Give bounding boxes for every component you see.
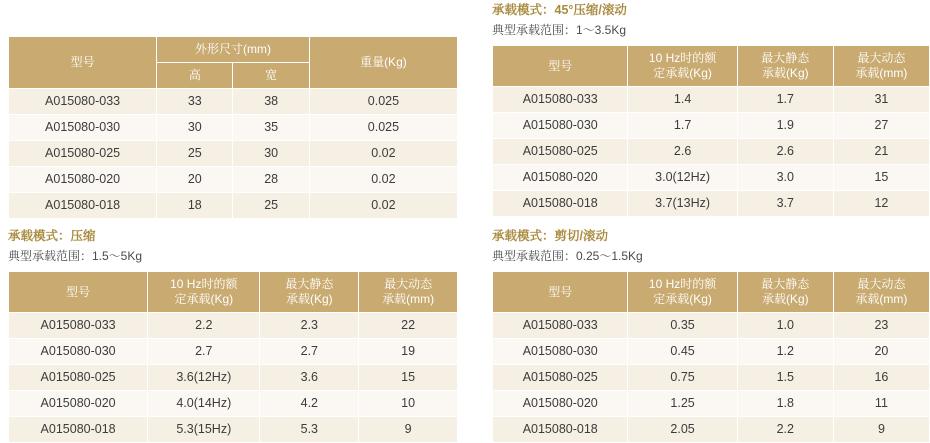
table-row bbox=[9, 365, 458, 391]
cell-dynamic-load: 27 bbox=[833, 113, 929, 139]
load-mode-shear-table-body bbox=[493, 313, 930, 443]
cell-model: A015080-018 bbox=[493, 417, 628, 443]
cell-static-load: 1.8 bbox=[737, 391, 833, 417]
cell-model: A015080-018 bbox=[9, 417, 148, 443]
cell-weight: 0.025 bbox=[309, 89, 457, 115]
table-row bbox=[9, 115, 458, 141]
cell-dynamic-load: 23 bbox=[833, 313, 929, 339]
cell-static-load: 2.3 bbox=[260, 313, 359, 339]
cell-weight: 0.02 bbox=[309, 167, 457, 193]
cell-model: A015080-033 bbox=[9, 89, 157, 115]
cell-model: A015080-018 bbox=[493, 191, 628, 217]
cell-dynamic-load: 16 bbox=[833, 365, 929, 391]
column-header-static-load-line1: 最大静态 bbox=[761, 51, 810, 65]
cell-dynamic-load: 31 bbox=[833, 87, 929, 113]
cell-model: A015080-025 bbox=[493, 139, 628, 165]
column-header-dynamic-load-line2: 承载(mm) bbox=[382, 292, 435, 306]
cell-dynamic-load: 15 bbox=[359, 365, 458, 391]
table-header-row bbox=[9, 272, 458, 313]
column-header-rated-load-line2: 定承载(Kg) bbox=[174, 292, 234, 306]
column-header-outline: 外形尺寸(mm) bbox=[157, 37, 310, 63]
cell-model: A015080-025 bbox=[9, 365, 148, 391]
dimension-table-body bbox=[9, 89, 458, 219]
cell-model: A015080-030 bbox=[9, 339, 148, 365]
column-header-width: 宽 bbox=[233, 63, 309, 89]
load-mode-compression-table-body bbox=[9, 313, 458, 443]
cell-width: 25 bbox=[233, 193, 309, 219]
cell-rated-load: 3.7(13Hz) bbox=[628, 191, 737, 217]
column-header-dynamic-load-line1: 最大动态 bbox=[857, 277, 906, 291]
load-mode-shear-table bbox=[492, 271, 930, 443]
cell-height: 20 bbox=[157, 167, 233, 193]
table-row bbox=[9, 339, 458, 365]
cell-dynamic-load: 11 bbox=[833, 391, 929, 417]
cell-static-load: 1.9 bbox=[737, 113, 833, 139]
column-header-dynamic-load bbox=[359, 272, 458, 313]
column-header-rated-load bbox=[148, 272, 260, 313]
cell-dynamic-load: 20 bbox=[833, 339, 929, 365]
cell-model: A015080-020 bbox=[493, 165, 628, 191]
cell-width: 38 bbox=[233, 89, 309, 115]
column-header-model: 型号 bbox=[9, 272, 148, 313]
table-row bbox=[493, 417, 930, 443]
cell-width: 30 bbox=[233, 141, 309, 167]
table-row bbox=[9, 167, 458, 193]
load-mode-compression-panel bbox=[8, 228, 458, 443]
cell-static-load: 2.6 bbox=[737, 139, 833, 165]
cell-weight: 0.02 bbox=[309, 193, 457, 219]
column-header-rated-load-line1: 10 Hz时的额 bbox=[170, 277, 238, 291]
cell-static-load: 1.0 bbox=[737, 313, 833, 339]
cell-static-load: 5.3 bbox=[260, 417, 359, 443]
cell-height: 18 bbox=[157, 193, 233, 219]
column-header-model: 型号 bbox=[9, 37, 157, 89]
cell-rated-load: 3.0(12Hz) bbox=[628, 165, 737, 191]
table-row bbox=[493, 191, 930, 217]
column-header-rated-load bbox=[628, 272, 737, 313]
column-header-dynamic-load-line1: 最大动态 bbox=[857, 51, 906, 65]
load-mode-45-table-body bbox=[493, 87, 930, 217]
load-mode-compression-table bbox=[8, 271, 458, 443]
column-header-dynamic-load bbox=[833, 46, 929, 87]
column-header-height: 高 bbox=[157, 63, 233, 89]
cell-dynamic-load: 9 bbox=[359, 417, 458, 443]
cell-model: A015080-030 bbox=[493, 339, 628, 365]
column-header-rated-load-line1: 10 Hz时的额 bbox=[648, 51, 717, 65]
cell-rated-load: 3.6(12Hz) bbox=[148, 365, 260, 391]
load-mode-45-panel bbox=[492, 2, 930, 217]
cell-model: A015080-033 bbox=[493, 87, 628, 113]
table-row bbox=[493, 139, 930, 165]
column-header-static-load-line1: 最大静态 bbox=[285, 277, 334, 291]
cell-dynamic-load: 21 bbox=[833, 139, 929, 165]
cell-width: 35 bbox=[233, 115, 309, 141]
cell-dynamic-load: 22 bbox=[359, 313, 458, 339]
column-header-rated-load-line2: 定承载(Kg) bbox=[653, 292, 712, 306]
table-row bbox=[9, 417, 458, 443]
column-header-dynamic-load-line1: 最大动态 bbox=[384, 277, 433, 291]
column-header-model: 型号 bbox=[493, 46, 628, 87]
cell-model: A015080-018 bbox=[9, 193, 157, 219]
cell-model: A015080-020 bbox=[9, 167, 157, 193]
cell-height: 33 bbox=[157, 89, 233, 115]
column-header-static-load bbox=[260, 272, 359, 313]
cell-width: 28 bbox=[233, 167, 309, 193]
cell-model: A015080-033 bbox=[493, 313, 628, 339]
cell-rated-load: 1.7 bbox=[628, 113, 737, 139]
cell-static-load: 4.2 bbox=[260, 391, 359, 417]
cell-rated-load: 2.6 bbox=[628, 139, 737, 165]
cell-static-load: 1.5 bbox=[737, 365, 833, 391]
cell-height: 30 bbox=[157, 115, 233, 141]
cell-rated-load: 0.35 bbox=[628, 313, 737, 339]
cell-static-load: 1.2 bbox=[737, 339, 833, 365]
cell-model: A015080-020 bbox=[9, 391, 148, 417]
cell-model: A015080-033 bbox=[9, 313, 148, 339]
cell-dynamic-load: 10 bbox=[359, 391, 458, 417]
cell-rated-load: 2.05 bbox=[628, 417, 737, 443]
cell-rated-load: 2.2 bbox=[148, 313, 260, 339]
table-row bbox=[493, 339, 930, 365]
cell-height: 25 bbox=[157, 141, 233, 167]
panel-subheading: 典型承载范围：1～3.5Kg bbox=[492, 23, 627, 37]
cell-model: A015080-020 bbox=[493, 391, 628, 417]
table-header-row bbox=[493, 46, 930, 87]
table-row bbox=[493, 365, 930, 391]
column-header-dynamic-load-line2: 承载(mm) bbox=[855, 66, 908, 80]
cell-rated-load: 4.0(14Hz) bbox=[148, 391, 260, 417]
table-row bbox=[493, 165, 930, 191]
column-header-rated-load bbox=[628, 46, 737, 87]
table-row bbox=[493, 87, 930, 113]
cell-static-load: 1.7 bbox=[737, 87, 833, 113]
table-row bbox=[9, 313, 458, 339]
cell-model: A015080-030 bbox=[9, 115, 157, 141]
column-header-dynamic-load bbox=[833, 272, 929, 313]
cell-static-load: 2.2 bbox=[737, 417, 833, 443]
column-header-static-load-line2: 承载(Kg) bbox=[761, 66, 809, 80]
cell-rated-load: 0.45 bbox=[628, 339, 737, 365]
cell-static-load: 2.7 bbox=[260, 339, 359, 365]
cell-dynamic-load: 19 bbox=[359, 339, 458, 365]
column-header-dynamic-load-line2: 承载(mm) bbox=[855, 292, 908, 306]
column-header-static-load-line2: 承载(Kg) bbox=[761, 292, 809, 306]
column-header-static-load bbox=[737, 272, 833, 313]
cell-dynamic-load: 9 bbox=[833, 417, 929, 443]
cell-dynamic-load: 15 bbox=[833, 165, 929, 191]
dimension-table bbox=[8, 36, 458, 219]
cell-rated-load: 1.25 bbox=[628, 391, 737, 417]
load-mode-45-table bbox=[492, 45, 930, 217]
table-row bbox=[9, 89, 458, 115]
table-row bbox=[9, 141, 458, 167]
cell-model: A015080-025 bbox=[493, 365, 628, 391]
cell-rated-load: 0.75 bbox=[628, 365, 737, 391]
cell-static-load: 3.7 bbox=[737, 191, 833, 217]
column-header-static-load-line1: 最大静态 bbox=[761, 277, 810, 291]
cell-weight: 0.02 bbox=[309, 141, 457, 167]
column-header-weight: 重量(Kg) bbox=[309, 37, 457, 89]
cell-rated-load: 2.7 bbox=[148, 339, 260, 365]
panel-subheading: 典型承载范围：0.25～1.5Kg bbox=[492, 249, 643, 263]
table-row bbox=[493, 313, 930, 339]
cell-weight: 0.025 bbox=[309, 115, 457, 141]
cell-model: A015080-025 bbox=[9, 141, 157, 167]
table-row bbox=[493, 391, 930, 417]
column-header-rated-load-line1: 10 Hz时的额 bbox=[648, 277, 717, 291]
cell-static-load: 3.6 bbox=[260, 365, 359, 391]
load-mode-shear-panel bbox=[492, 228, 930, 443]
column-header-model: 型号 bbox=[493, 272, 628, 313]
table-header-row bbox=[493, 272, 930, 313]
panel-heading: 承载模式：压缩 bbox=[8, 229, 96, 243]
panel-subheading: 典型承载范围：1.5～5Kg bbox=[8, 249, 143, 263]
table-row bbox=[493, 113, 930, 139]
table-header-row bbox=[9, 37, 458, 63]
cell-static-load: 3.0 bbox=[737, 165, 833, 191]
cell-rated-load: 1.4 bbox=[628, 87, 737, 113]
panel-heading: 承载模式：剪切/滚动 bbox=[492, 229, 608, 243]
dimension-panel bbox=[8, 36, 458, 219]
cell-rated-load: 5.3(15Hz) bbox=[148, 417, 260, 443]
table-row bbox=[9, 391, 458, 417]
column-header-static-load bbox=[737, 46, 833, 87]
table-row bbox=[9, 193, 458, 219]
cell-model: A015080-030 bbox=[493, 113, 628, 139]
column-header-rated-load-line2: 定承载(Kg) bbox=[653, 66, 712, 80]
column-header-static-load-line2: 承载(Kg) bbox=[285, 292, 333, 306]
cell-dynamic-load: 12 bbox=[833, 191, 929, 217]
panel-heading: 承载模式：45°压缩/滚动 bbox=[492, 3, 627, 17]
